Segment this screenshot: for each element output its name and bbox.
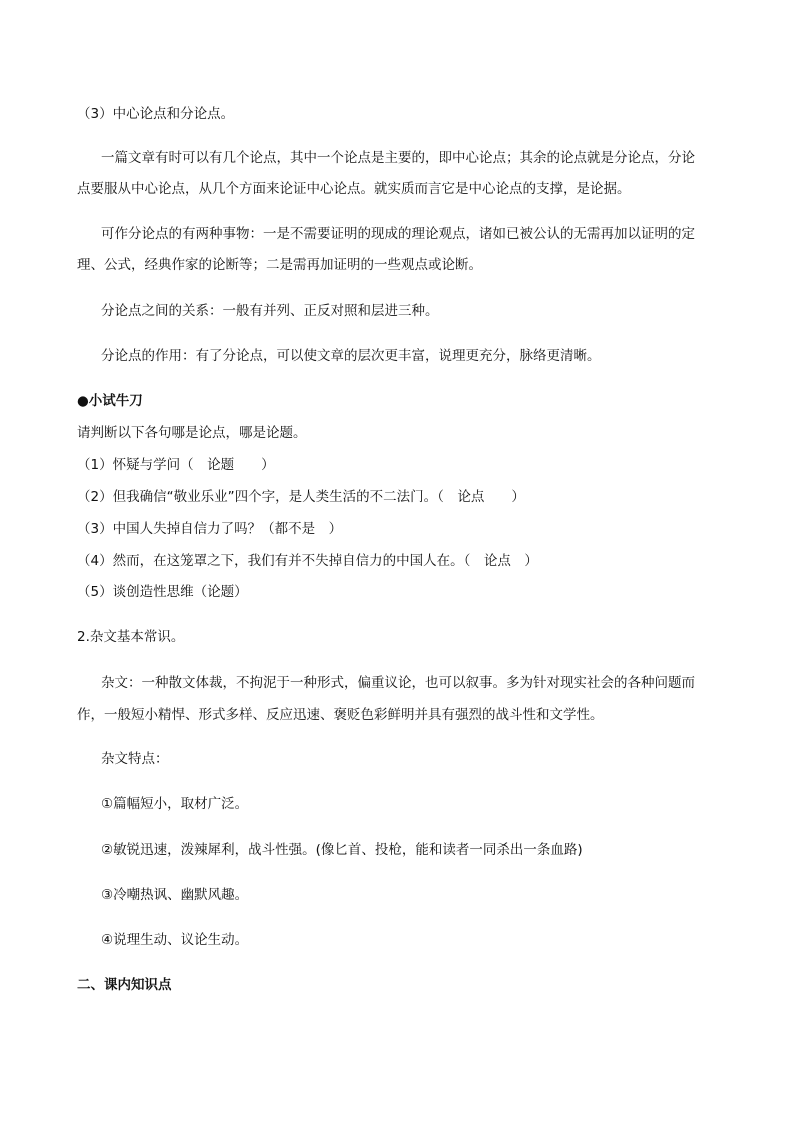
practice-item: （4）然而，在这笼罩之下，我们有并不失掉自信力的中国人在。（ 论点 ） (77, 553, 538, 569)
paragraph-sub-argument-relations: 分论点之间的关系：一般有并列、正反对照和层进三种。 (101, 303, 439, 319)
zawen-feature-item: ④说理生动、议论生动。 (101, 932, 249, 948)
paragraph-sub-argument-function: 分论点的作用：有了分论点，可以使文章的层次更丰富，说理更充分，脉络更清晰。 (101, 348, 601, 364)
zawen-feature-item: ③冷嘲热讽、幽默风趣。 (101, 887, 249, 903)
paragraph-main-sub-arguments-line1: 一篇文章有时可以有几个论点，其中一个论点是主要的，即中心论点；其余的论点就是分论点，分论 (101, 150, 695, 166)
practice-title: ●小试牛刀 (77, 393, 143, 409)
zawen-heading: 2.杂文基本常识。 (77, 629, 185, 645)
paragraph-sub-argument-types-line1: 可作分论点的有两种事物：一是不需要证明的现成的理论观点，诸如已被公认的无需再加以证明的定 (101, 226, 695, 242)
zawen-feature-item: ①篇幅短小，取材广泛。 (101, 796, 249, 812)
zawen-definition-line1: 杂文：一种散文体裁，不拘泥于一种形式，偏重议论，也可以叙事。多为针对现实社会的各种问题而 (101, 675, 695, 691)
section-heading-3: （3）中心论点和分论点。 (77, 106, 235, 122)
practice-instruction: 请判断以下各句哪是论点，哪是论题。 (77, 425, 307, 441)
paragraph-main-sub-arguments-line2: 点要服从中心论点，从几个方面来论证中心论点。就实质而言它是中心论点的支撑，是论据。 (77, 181, 631, 197)
section-heading-2: 二、课内知识点 (77, 977, 172, 993)
zawen-definition-line2: 作，一般短小精悍、形式多样、反应迅速、褒贬色彩鲜明并具有强烈的战斗性和文学性。 (77, 707, 604, 723)
zawen-feature-item: ②敏锐迅速，泼辣犀利，战斗性强。(像匕首、投枪，能和读者一同杀出一条血路) (101, 842, 583, 858)
practice-item: （5）谈创造性思维（论题） (77, 584, 248, 600)
practice-item: （1）怀疑与学问（ 论题 ） (77, 457, 275, 473)
zawen-features-title: 杂文特点： (101, 751, 169, 767)
paragraph-sub-argument-types-line2: 理、公式，经典作家的论断等；二是需再加证明的一些观点或论断。 (77, 257, 482, 273)
practice-item: （2）但我确信“敬业乐业”四个字，是人类生活的不二法门。（ 论点 ） (77, 489, 525, 505)
practice-item: （3）中国人失掉自信力了吗？（都不是 ） (77, 521, 343, 537)
